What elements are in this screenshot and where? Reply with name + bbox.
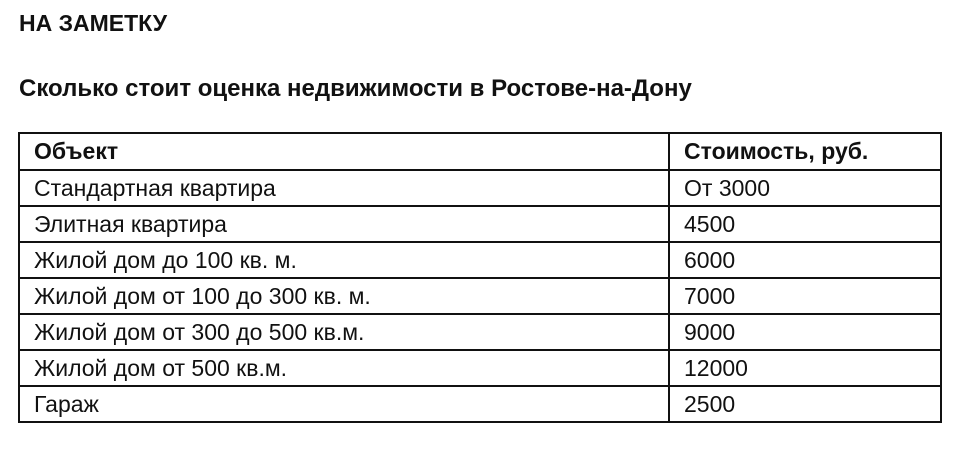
object-cell: Элитная квартира xyxy=(19,206,669,242)
table-row xyxy=(19,386,941,422)
table-row xyxy=(19,314,941,350)
column-header-object: Объект xyxy=(19,133,669,170)
table-row xyxy=(19,242,941,278)
table-header-row xyxy=(19,133,941,170)
object-cell: Жилой дом от 300 до 500 кв.м. xyxy=(19,314,669,350)
cost-cell: 12000 xyxy=(669,350,941,386)
table-row xyxy=(19,206,941,242)
cost-cell: 9000 xyxy=(669,314,941,350)
table-row xyxy=(19,278,941,314)
note-label: НА ЗАМЕТКУ xyxy=(19,10,168,36)
document-title: Сколько стоит оценка недвижимости в Ростове-на-Дону xyxy=(19,75,692,102)
cost-cell: 4500 xyxy=(669,206,941,242)
table-row xyxy=(19,350,941,386)
object-cell: Жилой дом от 100 до 300 кв. м. xyxy=(19,278,669,314)
object-cell: Гараж xyxy=(19,386,669,422)
price-table xyxy=(18,132,942,423)
table-row xyxy=(19,170,941,206)
cost-cell: От 3000 xyxy=(669,170,941,206)
object-cell: Жилой дом до 100 кв. м. xyxy=(19,242,669,278)
cost-cell: 2500 xyxy=(669,386,941,422)
cost-cell: 6000 xyxy=(669,242,941,278)
object-cell: Стандартная квартира xyxy=(19,170,669,206)
cost-cell: 7000 xyxy=(669,278,941,314)
column-header-cost: Стоимость, руб. xyxy=(669,133,941,170)
object-cell: Жилой дом от 500 кв.м. xyxy=(19,350,669,386)
